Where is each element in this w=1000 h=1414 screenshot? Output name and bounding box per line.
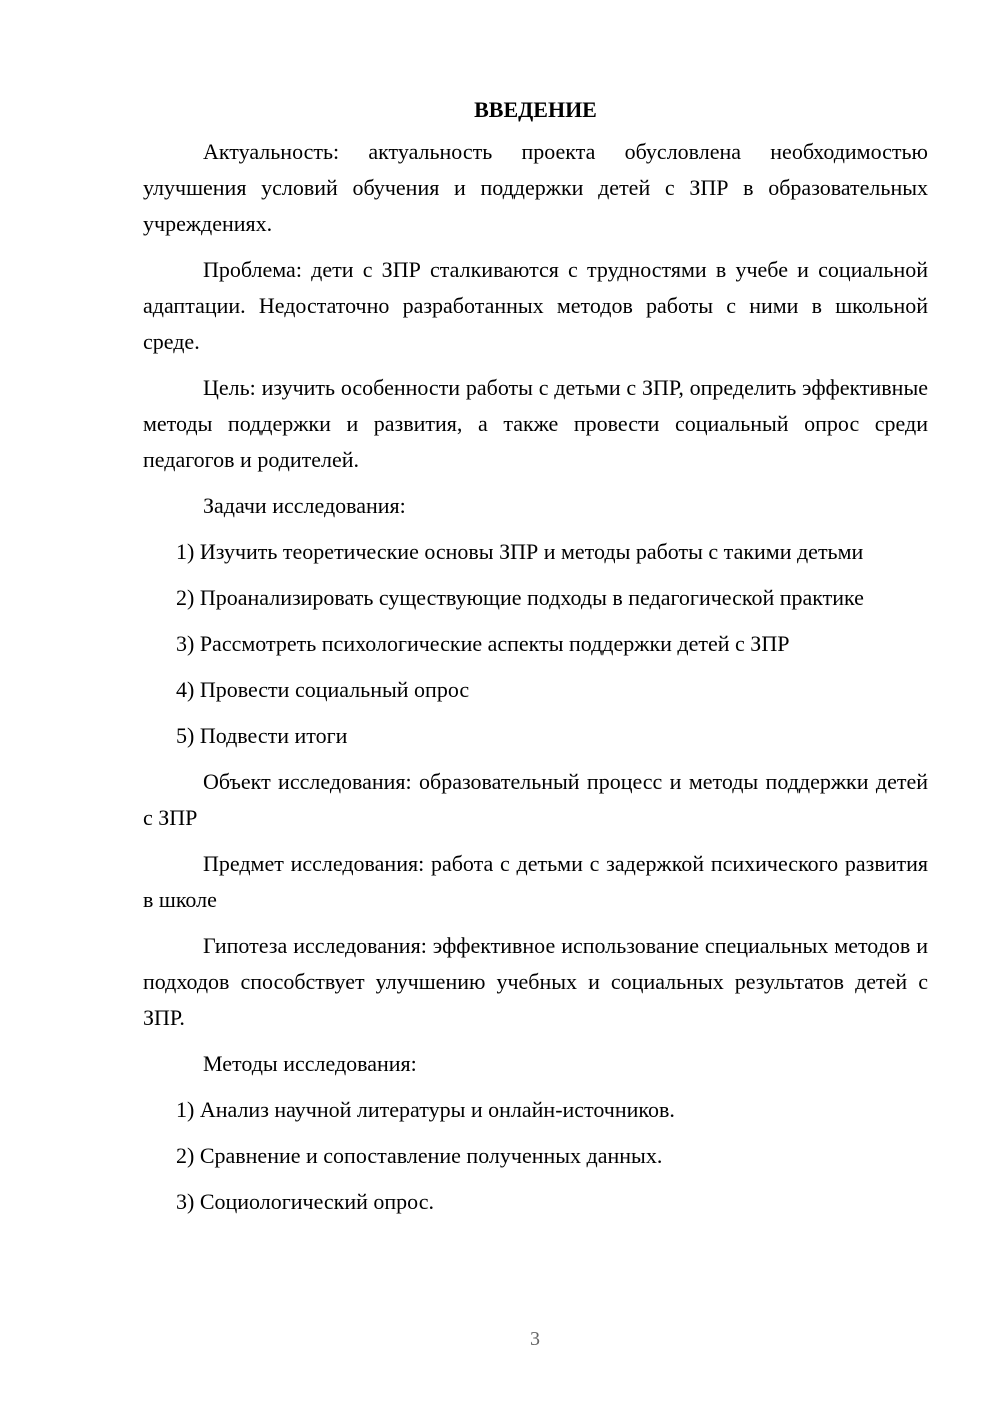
problem-paragraph: Проблема: дети с ЗПР сталкиваются с трудностями в учебе и социальной адаптации. Недостаточно разработанных методов работы с ними в школьной среде. [143, 257, 928, 354]
page-number: 3 [530, 1328, 540, 1350]
tasks-heading: Задачи исследования: [203, 493, 406, 518]
task-item-2: 2) Проанализировать существующие подходы в педагогической практике [176, 585, 864, 610]
task-item-4: 4) Провести социальный опрос [176, 677, 470, 702]
document-page [143, 92, 928, 1230]
subject-paragraph: Предмет исследования: работа с детьми с задержкой психического развития в школе [143, 851, 928, 912]
method-item-1: 1) Анализ научной литературы и онлайн-источников. [176, 1097, 675, 1122]
method-item-3: 3) Социологический опрос. [176, 1189, 434, 1214]
hypothesis-paragraph: Гипотеза исследования: эффективное использование специальных методов и подходов способствует улучшению учебных и социальных результатов детей с ЗПР. [143, 933, 928, 1030]
object-paragraph: Объект исследования: образовательный процесс и методы поддержки детей с ЗПР [143, 769, 928, 830]
goal-paragraph: Цель: изучить особенности работы с детьми с ЗПР, определить эффективные методы поддержки и развития, а также провести социальный опрос среди педагогов и родителей. [143, 375, 928, 472]
section-title: ВВЕДЕНИЕ [474, 97, 597, 122]
method-item-2: 2) Сравнение и сопоставление полученных данных. [176, 1143, 663, 1168]
relevance-paragraph: Актуальность: актуальность проекта обусловлена необходимостью улучшения условий обучения и поддержки детей с ЗПР в образовательных учреждениях. [143, 139, 928, 236]
methods-heading: Методы исследования: [203, 1051, 417, 1076]
task-item-3: 3) Рассмотреть психологические аспекты поддержки детей с ЗПР [176, 631, 790, 656]
task-item-1: 1) Изучить теоретические основы ЗПР и методы работы с такими детьми [176, 539, 864, 564]
task-item-5: 5) Подвести итоги [176, 723, 348, 748]
